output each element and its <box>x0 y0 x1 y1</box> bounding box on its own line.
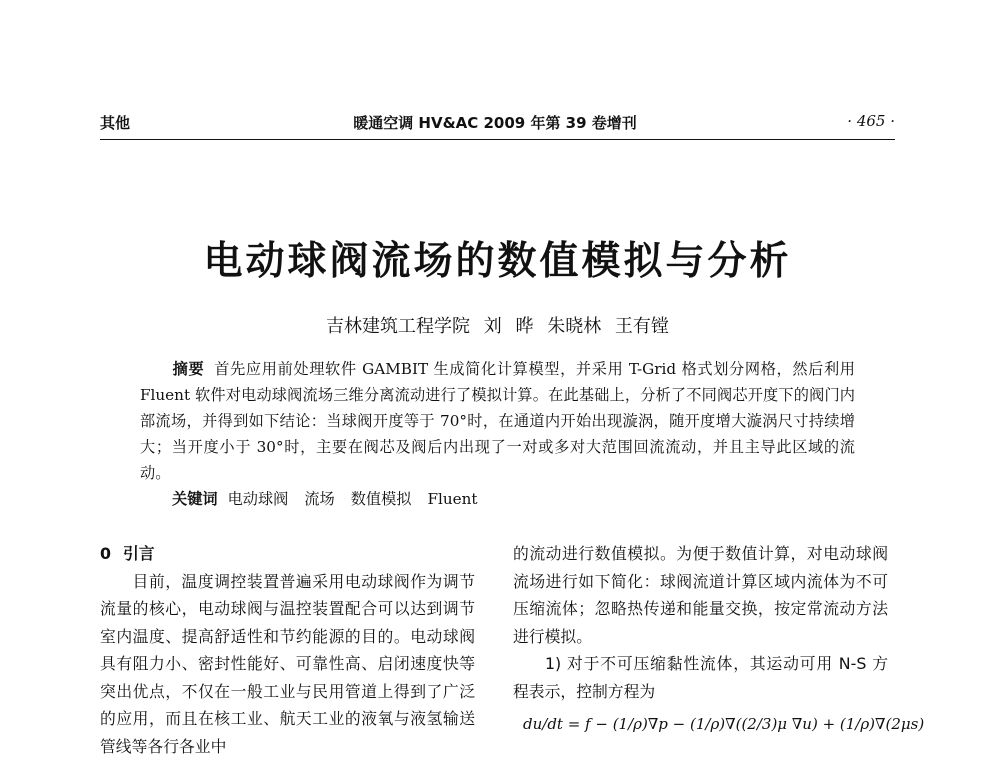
header-rule <box>100 139 895 140</box>
header-page-number: · 465 · <box>847 112 895 130</box>
body-paragraph-2 <box>513 650 888 705</box>
section-number: 0 <box>100 544 111 563</box>
header-section-label: 其他 <box>100 114 131 132</box>
keywords-label: 关键词 <box>172 490 218 508</box>
section-title: 引言 <box>123 544 155 563</box>
running-header <box>100 112 895 138</box>
section-heading <box>100 540 475 568</box>
keyword-item: 流场 <box>304 490 335 508</box>
ns-equation: du/dt = f − (1/ρ)∇p − (1/ρ)∇((2/3)μ ∇u) + (1/ρ)∇(2μs) <box>523 715 925 733</box>
abstract-block <box>140 356 855 512</box>
right-column <box>513 540 925 739</box>
keyword-item: 数值模拟 <box>350 490 412 508</box>
body-paragraph: 的流动进行数值模拟。为便于数值计算，对电动球阀流场进行如下简化：球阀流道计算区域内流体为不可压缩流体；忽略热传递和能量交换，按定常流动方法进行模拟。 <box>513 544 888 646</box>
abstract-text: 首先应用前处理软件 GAMBIT 生成简化计算模型，并采用 T-Grid 格式划分网格，然后利用 Fluent 软件对电动球阀流场三维分离流动进行了模拟计算。在此基础上，分析了不同阀芯开度下的阀门内部流场，并得到如下结论：当球阀开度等于 70°时，在通道内开始出现漩涡，随开度增大漩涡尺寸持续增大；当开度小于 30°时，主要在阀芯及阀后内出现了一对或多对大范围回流流动，并且主导此区域的流动。 <box>140 360 855 482</box>
intro-text: 目前，温度调控装置普遍采用电动球阀作为调节流量的核心，电动球阀与温控装置配合可以达到调节室内温度、提高舒适性和节约能源的目的。电动球阀具有阻力小、密封性能好、可靠性高、启闭速度快等突出优点，不仅在一般工业与民用管道上得到了广泛的应用，而且在核工业、航天工业的液氧与液氢输送管线等各行各业中 <box>100 571 475 756</box>
keyword-item: 电动球阀 <box>227 490 289 508</box>
equation-intro: 1) 对于不可压缩黏性流体，其运动可用 N-S 方程表示，控制方程为 <box>513 654 888 701</box>
header-journal-info: 暖通空调 HV&AC 2009 年第 39 卷增刊 <box>353 114 637 132</box>
abstract-label: 摘要 <box>172 360 205 378</box>
keyword-item: Fluent <box>427 490 478 508</box>
abstract-paragraph <box>140 356 855 486</box>
author-line: 吉林建筑工程学院 刘 晔 朱晓林 王有镗 <box>326 316 669 337</box>
intro-paragraph <box>100 568 475 760</box>
left-column <box>100 540 475 760</box>
keywords-line <box>140 486 855 512</box>
paper-title: 电动球阀流场的数值模拟与分析 <box>203 239 792 284</box>
